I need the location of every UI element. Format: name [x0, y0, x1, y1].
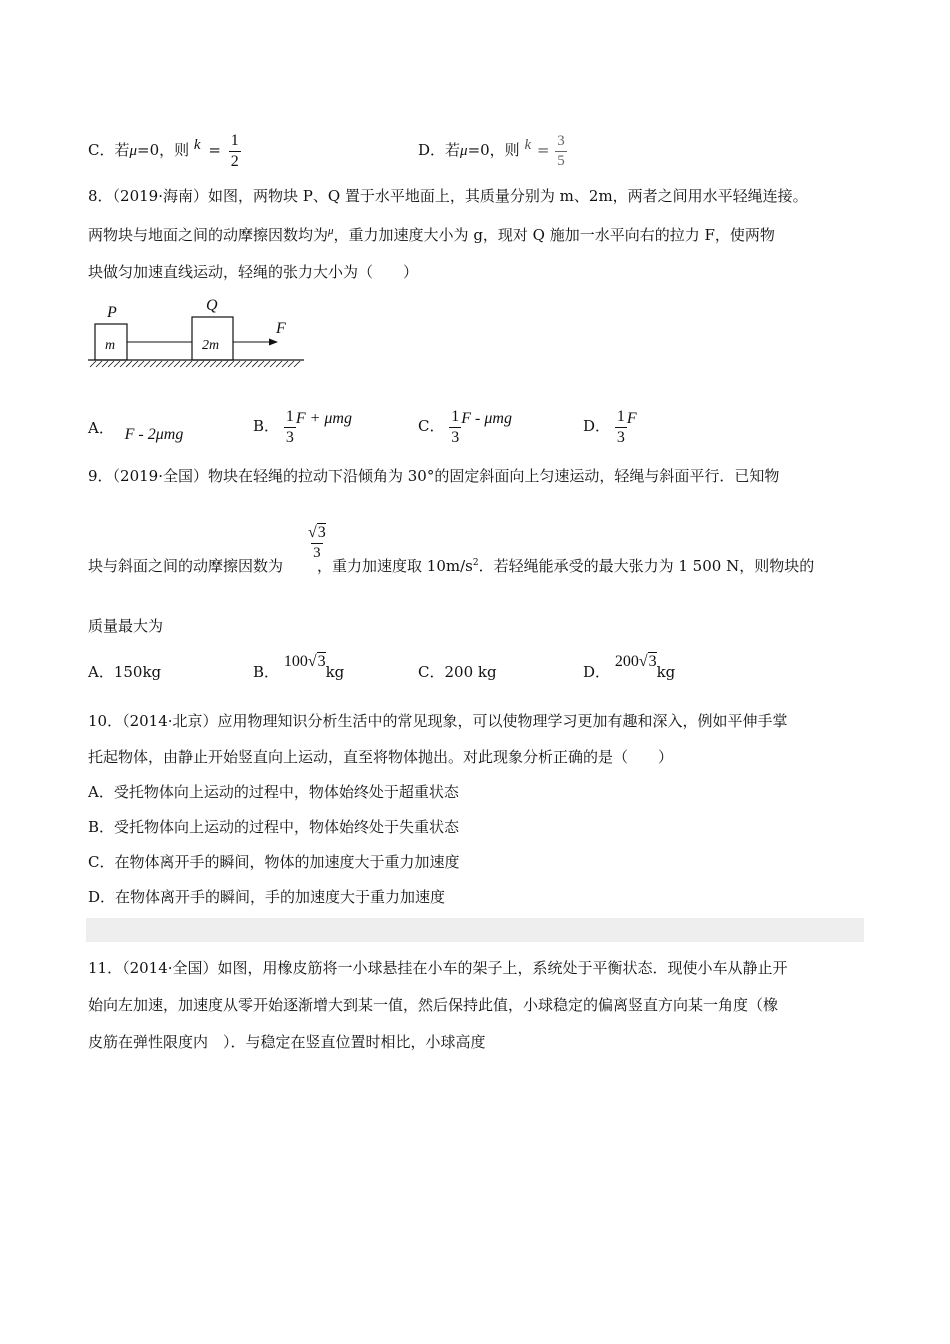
- q10-option-d: D．在物体离开手的瞬间，手的加速度大于重力加速度: [88, 888, 446, 906]
- q7-d-fraction: $\frac{3}{5}$: [557, 132, 565, 169]
- q8-line-3: 块做匀加速直线运动，轻绳的张力大小为（ ）: [88, 263, 419, 281]
- q9-option-d: D． 200√3kg: [583, 653, 676, 681]
- q9-line-1: 9．（2019·全国）物块在轻绳的拉动下沿倾角为 30°的固定斜面向上匀速运动，轻绳与斜面平行．已知物: [88, 467, 780, 485]
- section-divider: [86, 918, 864, 942]
- force-arrow-head: [269, 339, 278, 346]
- q8-option-a: A． F - 2μmg: [88, 419, 184, 443]
- q10-line-1: 10．（2014·北京）应用物理知识分析生活中的常见现象，可以使物理学习更加有趣和深入，例如平伸手掌: [88, 712, 788, 730]
- ground-hatching: [90, 361, 300, 367]
- q9-option-b: B． 100√3kg: [253, 653, 345, 681]
- q11-line-3: 皮筋在弹性限度内 ）．与稳定在竖直位置时相比，小球高度: [88, 1033, 486, 1051]
- q9-mu-fraction: $\frac{√3}{3}$: [308, 524, 326, 561]
- q8-line-1: 8．（2019·海南）如图，两物块 P、Q 置于水平地面上，其质量分别为 m、2m，两者之间用水平轻绳连接。: [88, 187, 808, 205]
- label-f: F: [276, 320, 286, 337]
- q10-option-a: A．受托物体向上运动的过程中，物体始终处于超重状态: [88, 783, 459, 801]
- q9-option-c: C．200 kg: [418, 663, 497, 681]
- label-2m: 2m: [202, 338, 220, 353]
- q11-line-2: 始向左加速，加速度从零开始逐渐增大到某一值，然后保持此值，小球稳定的偏离竖直方向某一角度（橡: [88, 996, 779, 1014]
- q8-option-b: B． $\frac{1}{3}$ F + μmg: [253, 407, 352, 446]
- q8-figure: [86, 294, 308, 370]
- label-m: m: [105, 338, 116, 353]
- q10-line-2: 托起物体，由静止开始竖直向上运动，直至将物体抛出。对此现象分析正确的是（ ）: [88, 748, 674, 766]
- label-p: P: [107, 304, 117, 321]
- q7-option-c: C．若μ=0，则 k = $\frac{1}{2}$: [88, 131, 239, 170]
- q10-option-b: B．受托物体向上运动的过程中，物体始终处于失重状态: [88, 818, 460, 836]
- q7-option-d: D．若μ=0，则 k = $\frac{3}{5}$: [418, 132, 565, 169]
- q9-option-a: A．150kg: [88, 663, 162, 681]
- q9-line-3: 质量最大为: [88, 617, 164, 635]
- q8-line-2: 两物块与地面之间的动摩擦因数均为$^\mu$，重力加速度大小为 g，现对 Q 施加一水平向右的拉力 F，使两物: [88, 225, 775, 244]
- label-q: Q: [206, 297, 218, 314]
- q7-c-fraction: $\frac{1}{2}$: [230, 131, 239, 170]
- q8-option-c: C． $\frac{1}{3}$ F - μmg: [418, 407, 512, 446]
- q11-line-1: 11．（2014·全国）如图，用橡皮筋将一小球悬挂在小车的架子上，系统处于平衡状态．现使小车从静止开: [88, 959, 788, 977]
- q10-option-c: C．在物体离开手的瞬间，物体的加速度大于重力加速度: [88, 853, 460, 871]
- q8-option-d: D． $\frac{1}{3}$ F: [583, 407, 637, 446]
- q9-line-2: 块与斜面之间的动摩擦因数为 ，重力加速度取 $10m/s^2$．若轻绳能承受的最大张力为 1 500 N，则物块的: [88, 557, 815, 575]
